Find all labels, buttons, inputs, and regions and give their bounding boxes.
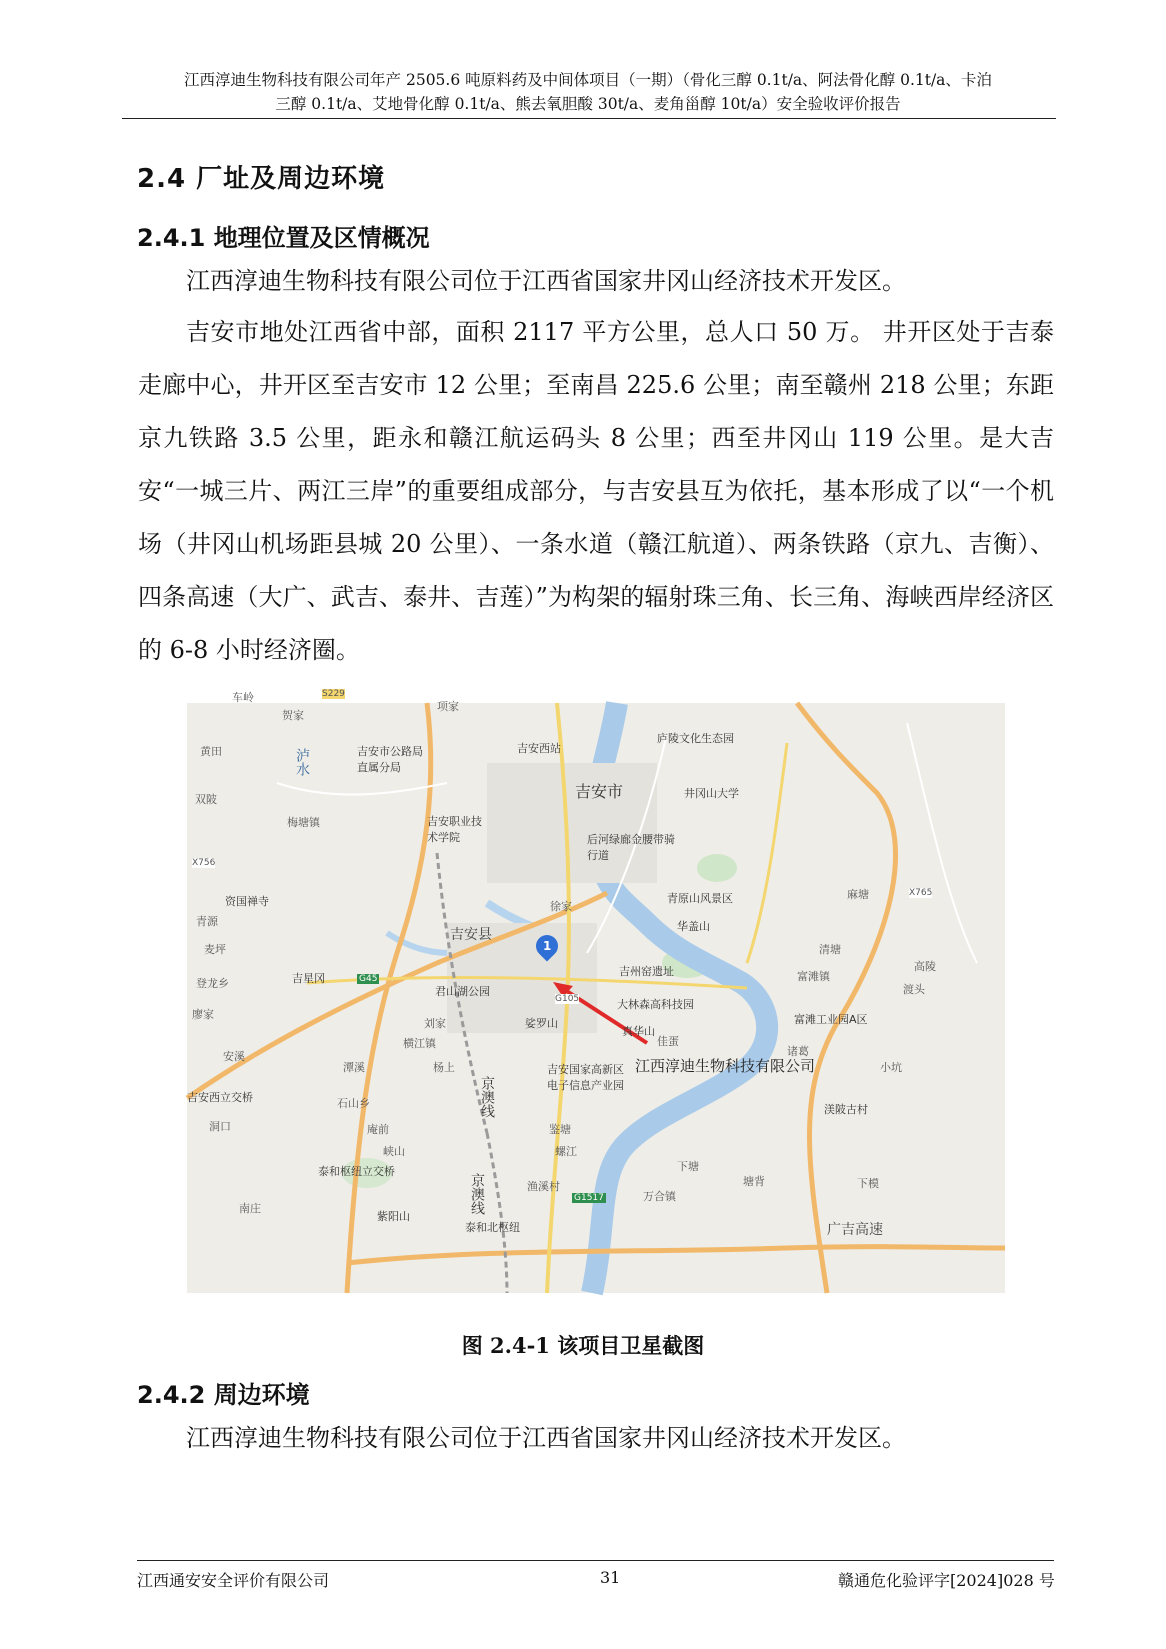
header-rule [122,118,1056,119]
paragraph-1: 江西淳迪生物科技有限公司位于江西省国家井冈山经济技术开发区。 [186,267,906,295]
map-label-road-g45: G45 [359,974,378,984]
paragraph-2: 吉安市地处江西省中部，面积 2117 平方公里，总人口 50 万。 井开区处于吉泰走廊中心，井开区至吉安市 12 公里；至南昌 225.6 公里；南至赣州 218 公里；东距京九铁路 3.5 公里，距永和赣江航运码头 8 公里；西至井冈山 119 公里。是大吉安“一城三片、两江三岸”的重要组成部分，与吉安县互为依托，基本形成了以“一个机场（井冈山机场距县城 20 公里）、一条水道（赣江航道）、两条铁路（京九、吉衡）、四条高速（大广、武吉、泰井、吉莲）”为构架的辐射珠三角、长三角、海峡西岸经济区的 6-8 小时经济圈。 [138,318,1054,664]
map-label-qingyuan: 青原山风景区 [667,892,733,905]
map-label-meitang: 梅塘镇 [287,816,320,829]
map-label-dongkou: 洞口 [209,1120,231,1133]
map-label-road-s229: S229 [322,689,345,699]
map-label-road-x756: X756 [192,858,216,868]
subsection-title-2: 2.4.2 周边环境 [137,1381,310,1409]
map-label-anqian: 庵前 [367,1123,389,1136]
map-label-xiaoshan: 峡山 [383,1145,405,1158]
map-label-univ: 井冈山大学 [684,787,739,800]
map-label-maping: 麻塘 [847,888,869,901]
paragraph-3: 江西淳迪生物科技有限公司位于江西省国家井冈山经济技术开发区。 [186,1424,906,1452]
header-line-1: 江西淳迪生物科技有限公司年产 2505.6 吨原料药及中间体项目（一期）（骨化三醇 0.1t/a、阿法骨化醇 0.1t/a、卡泊 [184,71,992,89]
map-label-anxi: 安溪 [223,1050,245,1063]
map-label-taihebei: 泰和北枢纽 [465,1221,520,1234]
map-label-maipo: 麦坪 [204,943,226,956]
header-line-2: 三醇 0.1t/a、艾地骨化醇 0.1t/a、熊去氧胆酸 30t/a、麦角甾醇 10t/a）安全验收评价报告 [275,95,901,113]
map-label-liaojia: 廖家 [192,1008,214,1021]
map-label-ejing: 吉安国家高新区电子信息产业园 [547,1063,624,1092]
map-label-shikou: 石山乡 [337,1097,370,1110]
map-label-denglong: 登龙乡 [196,977,229,990]
map-label-xiangjia: 项家 [437,700,459,713]
map-label-yujing: 渔溪村 [527,1180,560,1193]
map-label-xujia: 徐家 [550,900,572,913]
map-label-xiaokeng: 小坑 [880,1061,902,1074]
map-label-fuhe: 富滩工业园A区 [794,1013,868,1026]
map-label-junshan: 君山湖公园 [435,985,490,998]
map-label-zixing: 资国禅寺 [225,895,269,908]
map-label-huangtian: 黄田 [200,745,222,758]
map-label-xiatang: 下塘 [677,1160,699,1173]
map-label-jiaotan: 佳蛋 [657,1035,679,1048]
map-label-suoluo: 娑罗山 [525,1017,558,1030]
map-label-company: 江西淳迪生物科技有限公司 [635,1057,816,1075]
map-label-qingyuan2: 青源 [196,915,218,928]
footer-right: 赣通危化验评字[2024]028 号 [838,1571,1055,1590]
map-label-nanzhuang: 南庄 [239,1202,261,1215]
map-label-jiashang: 杨上 [433,1061,455,1074]
footer-left: 江西通安安全评价有限公司 [137,1571,330,1590]
map-label-damin: 大林森高科技园 [617,998,694,1011]
map-label-road-g1517: G1517 [574,1193,604,1203]
map-label-jaxi: 吉安西立交桥 [187,1091,253,1104]
map-label-liujia: 刘家 [424,1017,446,1030]
map-label-jingao-2: 京澳线 [469,1173,485,1215]
figure-caption: 图 2.4-1 该项目卫星截图 [461,1333,705,1358]
page-header [120,68,1056,116]
map-label-luling: 庐陵文化生态园 [657,732,734,745]
map-label-qingtang: 清塘 [819,943,841,956]
map-label-college: 吉安职业技术学院 [427,815,482,844]
map-label-hengjiang: 横江镇 [403,1037,436,1050]
map-label-duto: 渡头 [903,983,925,996]
map-label-road-g105: G105 [555,994,580,1004]
subsection-title-1: 2.4.1 地理位置及区情概况 [137,224,430,252]
map-label-chechu: 车岭 [232,691,254,704]
map-label-jian: 鉴塘 [549,1123,571,1136]
map-label-gaoling: 高陵 [914,960,936,973]
footer-rule [137,1560,1054,1561]
map-label-zhuge: 诸葛 [787,1045,809,1058]
location-map [187,689,1005,1293]
map-label-jingao-1: 京澳线 [479,1076,495,1118]
map-label-greenway: 后河绿廊金腰带骑行道 [587,833,675,862]
company-marker-number: 1 [542,939,552,954]
map-label-ziyang: 紫阳山 [377,1210,410,1223]
map-label-jian-county: 吉安县 [450,927,492,943]
map-label-bureau: 吉安市公路局直属分局 [357,745,423,774]
map-label-luxu: 泸水 [294,748,310,776]
map-label-shuangpo: 双陂 [195,793,217,806]
map-label-futan: 富滩镇 [797,970,830,983]
map-label-jixing: 吉星冈 [292,972,325,985]
map-label-jian-city: 吉安市 [575,782,624,801]
map-label-jizhou: 吉州窑遗址 [619,965,674,978]
map-label-hejia: 贺家 [282,709,304,722]
map-label-yongling: 渼陂古村 [824,1103,868,1116]
section-title: 2.4 厂址及周边环境 [137,164,386,194]
map-label-station: 吉安西站 [517,742,561,755]
footer-page-number: 31 [600,1568,621,1587]
map-label-zhenhua: 真华山 [622,1025,655,1038]
map-label-xiamo: 下模 [857,1177,879,1190]
map-label-huagai: 华盖山 [677,920,710,933]
map-label-road-x765: X765 [909,888,933,898]
map-label-luojiang: 螺江 [555,1145,577,1158]
map-label-taihe: 泰和枢纽立交桥 [318,1165,395,1178]
map-label-guangji: 广吉高速 [827,1222,883,1238]
map-label-tanxi: 潭溪 [343,1061,365,1074]
map-label-wanhe: 万合镇 [643,1190,676,1203]
map-label-tangbei: 塘背 [743,1175,765,1188]
